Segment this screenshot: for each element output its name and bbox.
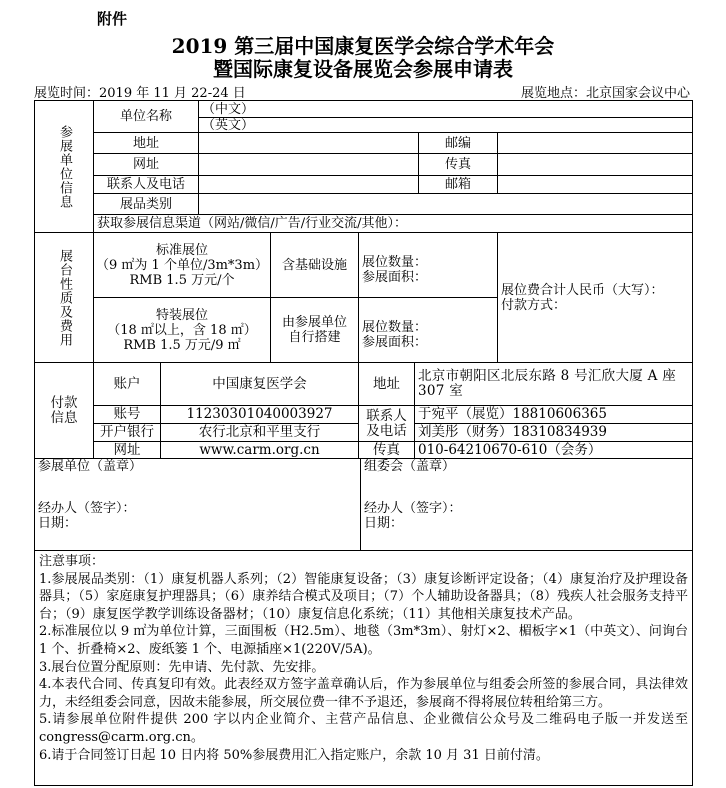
account-name-label: 账户 bbox=[94, 363, 161, 406]
contact-label: 联系人及电话 bbox=[94, 176, 199, 194]
exhibition-venue: 展览地点：北京国家会议中心 bbox=[520, 86, 690, 101]
org-contact-1: 于宛平（展览）18810606365 bbox=[415, 406, 693, 424]
exhibitor-info-section bbox=[34, 100, 693, 233]
company-name-cn-field[interactable]: （中文） bbox=[199, 101, 693, 118]
postcode-label: 邮编 bbox=[419, 133, 498, 154]
website-label: 网址 bbox=[94, 154, 199, 176]
org-fax: 010-64210670-610（会务） bbox=[415, 442, 693, 459]
attachment-label: 附件 bbox=[97, 10, 128, 28]
address-field[interactable] bbox=[199, 133, 419, 154]
booth-section bbox=[34, 232, 693, 363]
category-label: 展品类别 bbox=[94, 194, 199, 215]
total-label: 展位费合计人民币（大写）： bbox=[501, 282, 664, 298]
booth-section-label: 展台性质及费用 bbox=[35, 233, 94, 363]
payment-method-label: 付款方式： bbox=[501, 297, 567, 313]
standard-booth-title: 标准展位 bbox=[155, 242, 208, 258]
contact-field[interactable] bbox=[199, 176, 419, 194]
area-label: 参展面积： bbox=[362, 335, 428, 350]
standard-booth-note: 含基础设施 bbox=[271, 233, 359, 298]
note-item: 2.标准展位以 9 ㎡为单位计算，三面围板（H2.5m）、地毯（3m*3m）、射灯×2、楣板字×1（中英文）、问询台 1 个、折叠椅×2、废纸篓 1 个、电源插座×1(220V/5A)。 bbox=[39, 624, 688, 657]
note-item: 1.参展展品类别：（1）康复机器人系列；（2）智能康复设备；（3）康复诊断评定设备；（4）康复治疗及护理设备器具；（5）家庭康复护理器具；（6）康养结合模式及项目；（7）个人辅助设备器具；（8）残疾人社会服务支持平台；（9）康复医学教学训练设备器材；（10）康复信息化系统；（11）其他相关康复技术产品。 bbox=[39, 571, 688, 622]
standard-booth-desc bbox=[94, 233, 271, 298]
contact-label-line2: 及电话 bbox=[366, 422, 407, 439]
address-label: 地址 bbox=[94, 133, 199, 154]
quantity-label: 展位数量： bbox=[362, 320, 428, 335]
exhibitor-seal-label: 参展单位（盖章） bbox=[38, 459, 143, 474]
form-title-line2: 暨国际康复设备展览会参展申请表 bbox=[213, 57, 513, 81]
raw-space-quantity[interactable] bbox=[359, 298, 498, 363]
note-item: 3.展台位置分配原则：先申请、先付款、先安排。 bbox=[39, 659, 325, 675]
org-address-label: 地址 bbox=[359, 363, 415, 406]
info-channel-field[interactable]: 获取参展信息渠道（网站/微信/广告/行业交流/其他）： bbox=[94, 215, 693, 233]
company-name-en-field[interactable]: （英文） bbox=[199, 118, 693, 133]
category-field[interactable] bbox=[199, 194, 693, 215]
area-label: 参展面积： bbox=[362, 270, 428, 285]
raw-space-size: （18 ㎡以上，含 18 ㎡） bbox=[107, 322, 257, 338]
note-item: 4.本表代合同、传真复印有效。此表经双方签字盖章确认后，作为参展单位与组委会所签的参展合同，具法律效力，未经组委会同意，因故未能参展，所交展位费一律不予退还，参展商不得将展位转租给第三方。 bbox=[39, 677, 688, 710]
committee-date-label: 日期： bbox=[364, 516, 404, 531]
notes-title: 注意事项： bbox=[39, 554, 105, 569]
email-label: 邮箱 bbox=[419, 176, 498, 194]
company-name-label: 单位名称 bbox=[94, 101, 199, 133]
raw-note-line2: 自行搭建 bbox=[288, 330, 341, 345]
bank: 农行北京和平里支行 bbox=[161, 424, 359, 442]
account-no-label: 账号 bbox=[94, 406, 161, 424]
raw-note-line1: 由参展单位 bbox=[281, 315, 347, 330]
website-field[interactable] bbox=[199, 154, 419, 176]
contact-label-line1: 联系人 bbox=[366, 407, 407, 424]
raw-space-desc bbox=[94, 298, 271, 363]
note-item: 5.请参展单位附件提供 200 字以内企业简介、主营产品信息、企业微信公众号及二维码电子版一并发送至 congress@carm.org.cn。 bbox=[39, 712, 688, 745]
notes-section bbox=[34, 550, 693, 786]
exhibition-time: 展览时间：2019 年 11 月 22-24 日 bbox=[34, 86, 246, 101]
payment-section bbox=[34, 362, 693, 459]
email-field[interactable] bbox=[498, 176, 693, 194]
standard-booth-price: RMB 1.5 万元/个 bbox=[129, 272, 235, 288]
note-item: 6.请于合同签订日起 10 日内将 50%参展费用汇入指定账户，余款 10 月 31 日前付清。 bbox=[39, 747, 549, 763]
committee-seal-label: 组委会（盖章） bbox=[364, 459, 456, 474]
raw-space-price: RMB 1.5 万元/9 ㎡ bbox=[123, 337, 241, 353]
exhibitor-date-label: 日期： bbox=[38, 516, 78, 531]
booth-total-field[interactable] bbox=[498, 233, 693, 363]
exhibitor-section-label: 参展单位信息 bbox=[35, 101, 94, 233]
fax-label: 传真 bbox=[419, 154, 498, 176]
raw-space-title: 特装展位 bbox=[155, 307, 208, 323]
account-name: 中国康复医学会 bbox=[161, 363, 359, 406]
org-contact-2: 刘美彤（财务）18310834939 bbox=[415, 424, 693, 442]
quantity-label: 展位数量： bbox=[362, 255, 428, 270]
exhibitor-seal-area[interactable] bbox=[35, 459, 361, 551]
exhibitor-handler-label: 经办人（签字）： bbox=[38, 501, 136, 516]
org-fax-label: 传真 bbox=[359, 442, 415, 459]
pay-website[interactable]: www.carm.org.cn bbox=[161, 442, 359, 459]
account-no: 11230301040003927 bbox=[161, 406, 359, 424]
pay-website-label: 网址 bbox=[94, 442, 161, 459]
standard-booth-size: （9 ㎡为 1 个单位/3m*3m） bbox=[96, 257, 269, 273]
raw-space-note bbox=[271, 298, 359, 363]
standard-booth-quantity[interactable] bbox=[359, 233, 498, 298]
notes-box bbox=[35, 551, 693, 786]
fax-field[interactable] bbox=[498, 154, 693, 176]
signature-section bbox=[34, 458, 693, 551]
org-address: 北京市朝阳区北辰东路 8 号汇欣大厦 A 座 307 室 bbox=[415, 363, 693, 406]
payment-section-label: 付款信息 bbox=[35, 363, 94, 459]
org-contact-label bbox=[359, 406, 415, 442]
postcode-field[interactable] bbox=[498, 133, 693, 154]
form-title-line1: 2019 第三届中国康复医学会综合学术年会 bbox=[171, 34, 555, 58]
bank-label: 开户银行 bbox=[94, 424, 161, 442]
committee-handler-label: 经办人（签字）： bbox=[364, 501, 462, 516]
committee-seal-area[interactable] bbox=[361, 459, 693, 551]
